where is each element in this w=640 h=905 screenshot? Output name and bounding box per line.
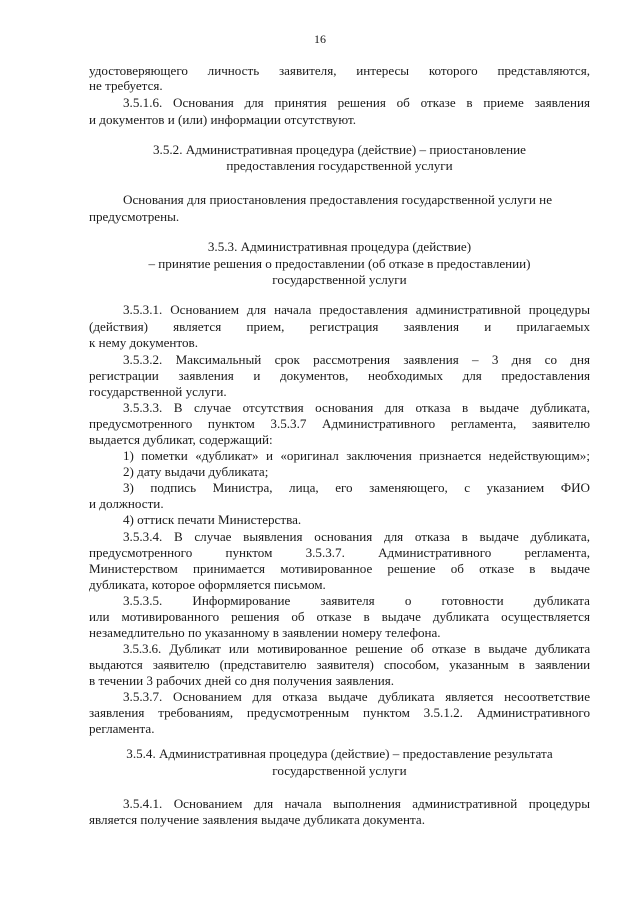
section-heading-3-5-4: государственной услуги [272,763,407,778]
section-heading-3-5-3: 3.5.3. Административная процедура (действие) [207,239,472,254]
paragraph-line: предусмотренного пунктом 3.5.3.7. Административного регламента, [89,545,590,560]
paragraph-line: дубликата, которое оформляется письмом. [89,577,326,592]
paragraph-line: заявления требованиям, предусмотренным пунктом 3.5.1.2. Административного [89,705,590,720]
list-item: 2) дату выдачи дубликата; [123,464,269,479]
paragraph-3-5-3-2: 3.5.3.2. Максимальный срок рассмотрения заявления – 3 дня со дня [123,352,590,367]
paragraph-line: удостоверяющего личность заявителя, интересы которого представляются, [89,63,590,78]
list-item: 4) оттиск печати Министерства. [123,512,302,527]
paragraph-line: предусмотренного пунктом 3.5.3.7 Административного регламента, заявителю [89,416,590,431]
section-heading-3-5-3: государственной услуги [272,272,407,287]
paragraph-suspension: Основания для приостановления предоставления государственной услуги не [123,192,553,207]
section-heading-3-5-3: – принятие решения о предоставлении (об отказе в предоставлении) [148,256,531,271]
paragraph-line: Министерством принимается мотивированное решение об отказе в выдаче [89,561,590,576]
paragraph-line: является получение заявления выдаче дубликата документа. [89,812,425,827]
paragraph-line: не требуется. [89,78,163,93]
paragraph-3-5-3-1: 3.5.3.1. Основанием для начала предоставления административной процедуры [123,302,590,317]
list-item: 3) подпись Министра, лица, его заменяющего, с указанием ФИО [123,480,590,495]
paragraph-3-5-3-6: 3.5.3.6. Дубликат или мотивированное решение об отказе в выдаче дубликата [123,641,590,656]
page-number: 16 [314,32,326,46]
paragraph-3-5-3-3: 3.5.3.3. В случае отсутствия основания для отказа в выдаче дубликата, [123,400,590,415]
section-heading-3-5-2: предоставления государственной услуги [226,158,453,173]
paragraph-3-5-3-5: 3.5.3.5. Информирование заявителя о готовности дубликата [123,593,590,608]
paragraph-3-5-4-1: 3.5.4.1. Основанием для начала выполнения административной процедуры [123,796,590,811]
paragraph-line: или мотивированного решения об отказе в выдаче дубликата осуществляется [89,609,590,624]
paragraph-line: государственной услуги. [89,384,227,399]
paragraph-line: предусмотрены. [89,209,180,224]
paragraph-line: регистрации заявления и документов, необходимых для предоставления [89,368,590,383]
paragraph-line: незамедлительно по указанному в заявлении номеру телефона. [89,625,441,640]
paragraph-line: выдается дубликат, содержащий: [89,432,273,447]
section-heading-3-5-2: 3.5.2. Административная процедура (действие) – приостановление [153,142,526,157]
paragraph-line: (действия) является прием, регистрация заявления и прилагаемых [89,319,590,334]
paragraph-line: к нему документов. [89,335,198,350]
paragraph-line: регламента. [89,721,155,736]
paragraph-3-5-3-4: 3.5.3.4. В случае выявления основания для отказа в выдаче дубликата, [123,529,590,544]
list-item: 1) пометки «дубликат» и «оригинал заключения признается недействующим»; [123,448,590,463]
paragraph-3-5-3-7: 3.5.3.7. Основанием для отказа выдаче дубликата является несоответствие [123,689,590,704]
section-heading-3-5-4: 3.5.4. Административная процедура (действие) – предоставление результата [126,746,553,761]
paragraph-line: в течении 3 рабочих дней со дня получения заявления. [89,673,395,688]
paragraph-line: и документов и (или) информации отсутствуют. [89,112,356,127]
paragraph-3-5-1-6: 3.5.1.6. Основания для принятия решения об отказе в приеме заявления [123,95,590,110]
paragraph-line: выдаются заявителю (представителю заявителя) способом, указанным в заявлении [89,657,590,672]
paragraph-line: и должности. [89,496,164,511]
